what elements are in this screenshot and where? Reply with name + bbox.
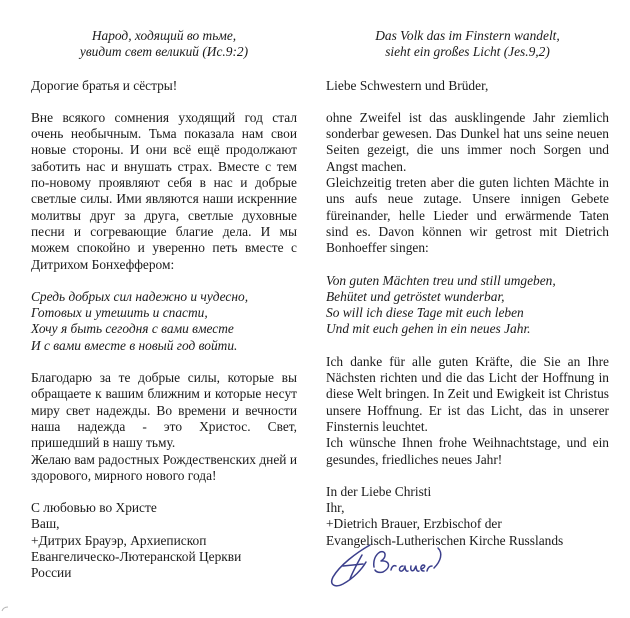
ru-greeting: Дорогие братья и сёстры! bbox=[31, 77, 178, 93]
ru-epigraph-line: Народ, ходящий во тьме, bbox=[91, 28, 237, 43]
ru-poem-line: И с вами вместе в новый год войти. bbox=[31, 337, 238, 353]
russian-column bbox=[31, 28, 297, 582]
ru-epigraph bbox=[31, 28, 297, 61]
ru-closing-line: С любовью во Христе bbox=[31, 500, 157, 516]
de-closing-line: Ihr, bbox=[326, 500, 345, 516]
de-paragraph-intro: ohne Zweifel ist das ausklingende Jahr ziemlich sonderbar gewesen. Das Dunkel hat uns seine neuen Seiten gezeigt, die uns immer noch Sorgen und Angst machen. bbox=[326, 109, 609, 174]
de-paragraph-wishes: Ich wünsche Ihnen frohe Weihnachtstage, und ein gesundes, friedliches neues Jahr! bbox=[326, 435, 609, 467]
ru-closing-line: +Дитрих Брауэр, Архиепископ bbox=[31, 532, 207, 548]
de-epigraph-line: sieht ein großes Licht (Jes.9,2) bbox=[385, 44, 550, 60]
de-closing-line: +Dietrich Brauer, Erzbischof der bbox=[326, 516, 502, 532]
de-epigraph-line: Das Volk das im Finstern wandelt, bbox=[375, 28, 560, 43]
ru-closing-line: России bbox=[31, 565, 72, 581]
page-corner-mark bbox=[1, 606, 9, 612]
de-poem-line: Behütet und getröstet wunderbar, bbox=[326, 288, 505, 304]
ru-epigraph-line: увидит свет великий (Ис.9:2) bbox=[79, 44, 249, 60]
de-poem-line: Und mit euch gehen in ein neues Jahr. bbox=[326, 321, 531, 337]
de-closing-line: In der Liebe Christi bbox=[326, 483, 432, 499]
de-poem-line: Von guten Mächten treu und still umgeben, bbox=[326, 272, 556, 288]
handwritten-signature bbox=[326, 535, 446, 593]
ru-paragraph-wishes: Желаю вам радостных Рождественских дней и здорового, мирного нового года! bbox=[31, 451, 297, 483]
ru-paragraph-intro: Вне всякого сомнения уходящий год стал очень необычным. Тьма показала нам свои новые стороны. И они всё ещё продолжают заботить нас и внушать страх. Вместе с тем по-новому проявляют себя в нас и добрые светлые силы. Ими являются наши искренние молитвы друг за друга, светлые духовные песни и согревающие благие дела. И мы можем спокойно и уверенно петь вместе с Дитрихом Бонхеффером: bbox=[31, 109, 297, 272]
de-poem-line: So will ich diese Tage mit euch leben bbox=[326, 305, 524, 321]
de-poem bbox=[326, 273, 609, 338]
de-epigraph bbox=[326, 28, 609, 61]
ru-poem-line: Хочу я быть сегодня с вами вместе bbox=[31, 321, 234, 337]
ru-poem-line: Готовых и утешить и спасти, bbox=[31, 305, 208, 321]
ru-poem-line: Средь добрых сил надежно и чудесно, bbox=[31, 288, 249, 304]
ru-poem bbox=[31, 289, 297, 354]
ru-paragraph-thanks: Благодарю за те добрые силы, которые вы обращаете к вашим ближним и которые несут миру свет надежды. Во времени и вечности наша надежда - это Христос. Свет, пришедший в нашу тьму. bbox=[31, 370, 297, 451]
de-greeting: Liebe Schwestern und Brüder, bbox=[326, 77, 489, 93]
ru-closing bbox=[31, 500, 297, 581]
ru-closing-line: Евангелическо-Лютеранской Церкви bbox=[31, 549, 242, 565]
ru-closing-line: Ваш, bbox=[31, 516, 60, 532]
de-closing-line: Evangelisch-Lutherischen Kirche Russlands bbox=[326, 532, 564, 548]
de-paragraph-thanks: Ich danke für alle guten Kräfte, die Sie an Ihre Nächsten richten und die das Licht der Hoffnung in diese Welt bringen. In Zeit und Ewigkeit ist Christus unsere Hoffnung. Er ist das Licht, das in unserer Finsternis leuchtet. bbox=[326, 353, 609, 434]
de-paragraph-powers: Gleichzeitig treten aber die guten lichten Mächte in uns aufs neue zutage. Unsere innigen Gebete füreinander, helle Lieder und erwärmende Taten sind es. Davon können wir getrost mit Dietrich Bonhoeffer singen: bbox=[326, 175, 609, 256]
german-column bbox=[326, 28, 609, 549]
